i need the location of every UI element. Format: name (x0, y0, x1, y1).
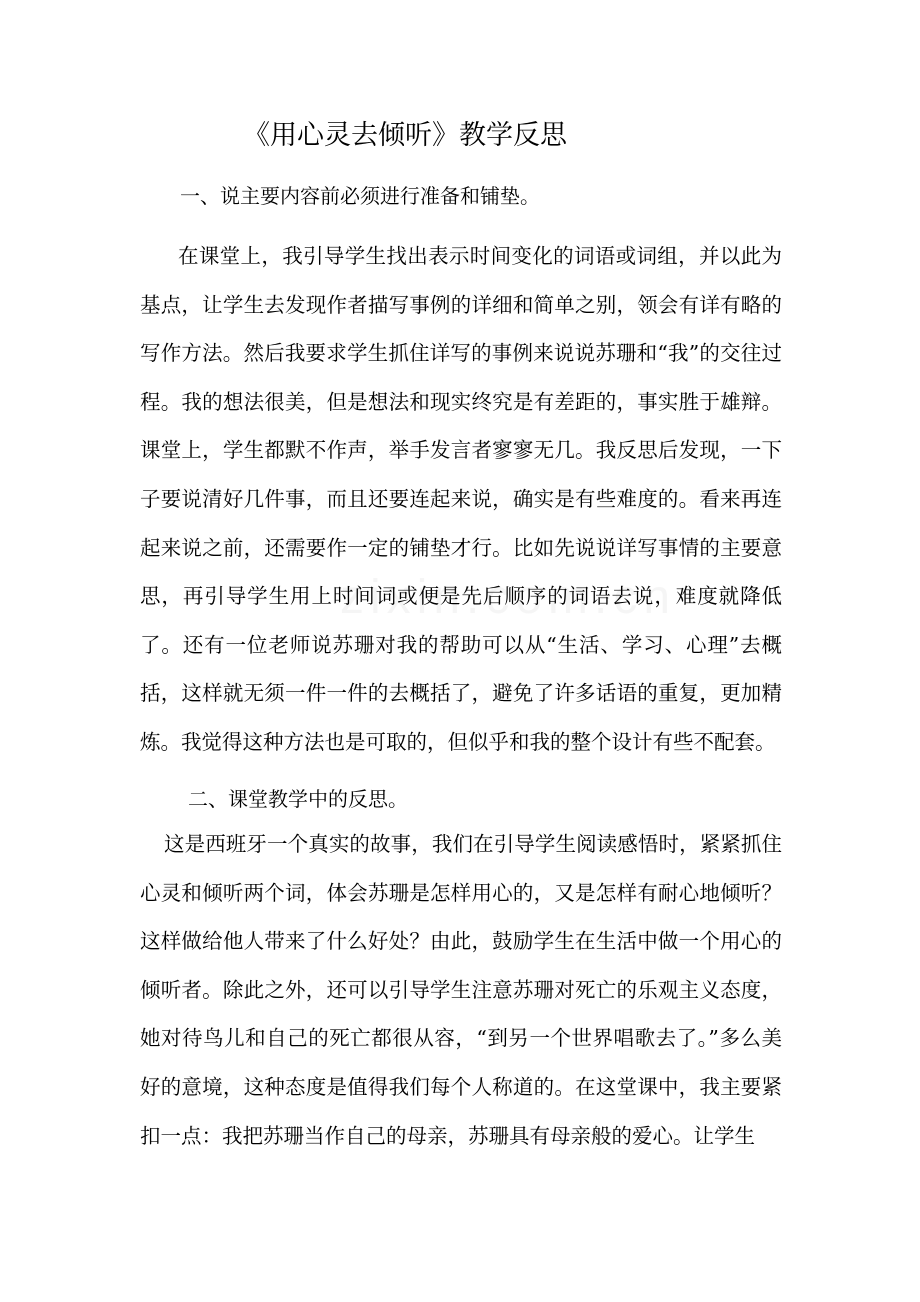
section-1-heading: 一、说主要内容前必须进行准备和铺垫。 (180, 184, 540, 208)
document-title: 《用心灵去倾听》教学反思 (243, 120, 567, 151)
section-2-heading: 二、课堂教学中的反思。 (188, 787, 408, 811)
section-1-paragraph: 在课堂上，我引导学生找出表示时间变化的词语或词组，并以此为基点，让学生去发现作者描写事例的详细和简单之别，领会有详有略的写作方法。然后我要求学生抓住详写的事例来说说苏珊和“我”的交往过程。我的想法很美，但是想法和现实终究是有差距的，事实胜于雄辩。课堂上，学生都默不作声，举手发言者寥寥无几。我反思后发现，一下子要说清好几件事，而且还要连起来说，确实是有些难度的。看来再连起来说之前，还需要作一定的铺垫才行。比如先说说详写事情的主要意思，再引导学生用上时间词或便是先后顺序的词语去说，难度就降低了。还有一位老师说苏珊对我的帮助可以从“生活、学习、心理”去概括，这样就无须一件一件的去概括了，避免了许多话语的重复，更加精炼。我觉得这种方法也是可取的，但似乎和我的整个设计有些不配套。 (140, 244, 782, 754)
section-2-paragraph: 这是西班牙一个真实的故事，我们在引导学生阅读感悟时，紧紧抓住心灵和倾听两个词，体会苏珊是怎样用心的，又是怎样有耐心地倾听？这样做给他人带来了什么好处？由此，鼓励学生在生活中做一个用心的倾听者。除此之外，还可以引导学生注意苏珊对死亡的乐观主义态度，她对待鸟儿和自己的死亡都很从容，“到另一个世界唱歌去了。”多么美好的意境，这种态度是值得我们每个人称道的。在这堂课中，我主要紧扣一点：我把苏珊当作自己的母亲，苏珊具有母亲般的爱心。让学生 (140, 832, 782, 1148)
